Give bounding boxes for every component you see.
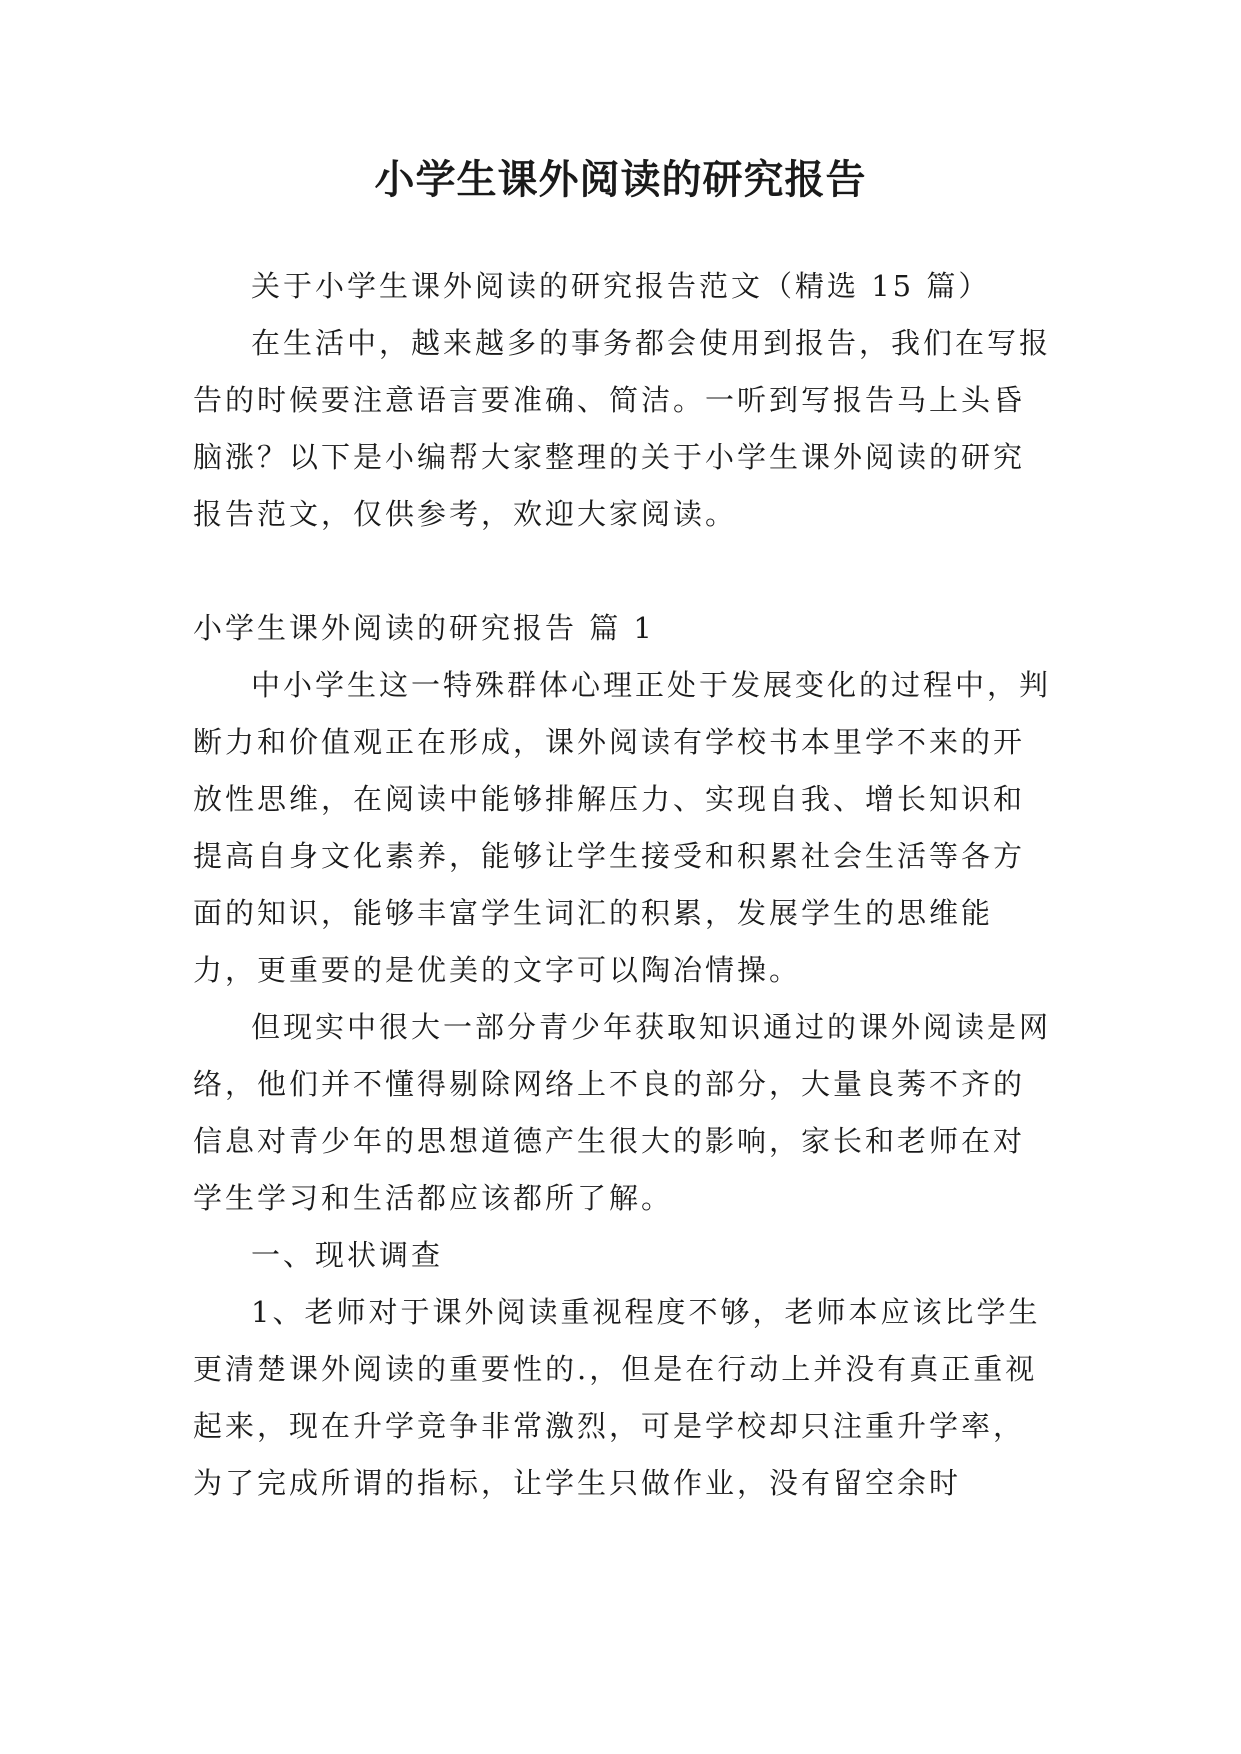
document-title: 小学生课外阅读的研究报告 [374, 157, 867, 203]
paragraph-spacer [193, 543, 1055, 600]
document-body [193, 258, 1055, 1512]
body-paragraph-3: 1、老师对于课外阅读重视程度不够，老师本应该比学生更清楚课外阅读的重要性的.，但是在行动上并没有真正重视起来，现在升学竞争非常激烈，可是学校却只注重升学率，为了完成所谓的指标，让学生只做作业，没有留空余时 [193, 1295, 1041, 1500]
document-subtitle: 关于小学生课外阅读的研究报告范文（精选 15 篇） [251, 269, 991, 303]
intro-paragraph: 在生活中，越来越多的事务都会使用到报告，我们在写报告的时候要注意语言要准确、简洁。一听到写报告马上头昏脑涨？以下是小编帮大家整理的关于小学生课外阅读的研究报告范文，仅供参考，欢迎大家阅读。 [193, 326, 1052, 531]
subsection-heading: 一、现状调查 [251, 1238, 444, 1272]
body-paragraph-1: 中小学生这一特殊群体心理正处于发展变化的过程中，判断力和价值观正在形成，课外阅读有学校书本里学不来的开放性思维，在阅读中能够排解压力、实现自我、增长知识和提高自身文化素养，能够让学生接受和积累社会生活等各方面的知识，能够丰富学生词汇的积累，发展学生的思维能力，更重要的是优美的文字可以陶冶情操。 [193, 668, 1052, 987]
body-paragraph-2: 但现实中很大一部分青少年获取知识通过的课外阅读是网络，他们并不懂得剔除网络上不良的部分，大量良莠不齐的信息对青少年的思想道德产生很大的影响，家长和老师在对学生学习和生活都应该都所了解。 [193, 1010, 1052, 1215]
section-heading: 小学生课外阅读的研究报告 篇 1 [193, 611, 655, 645]
